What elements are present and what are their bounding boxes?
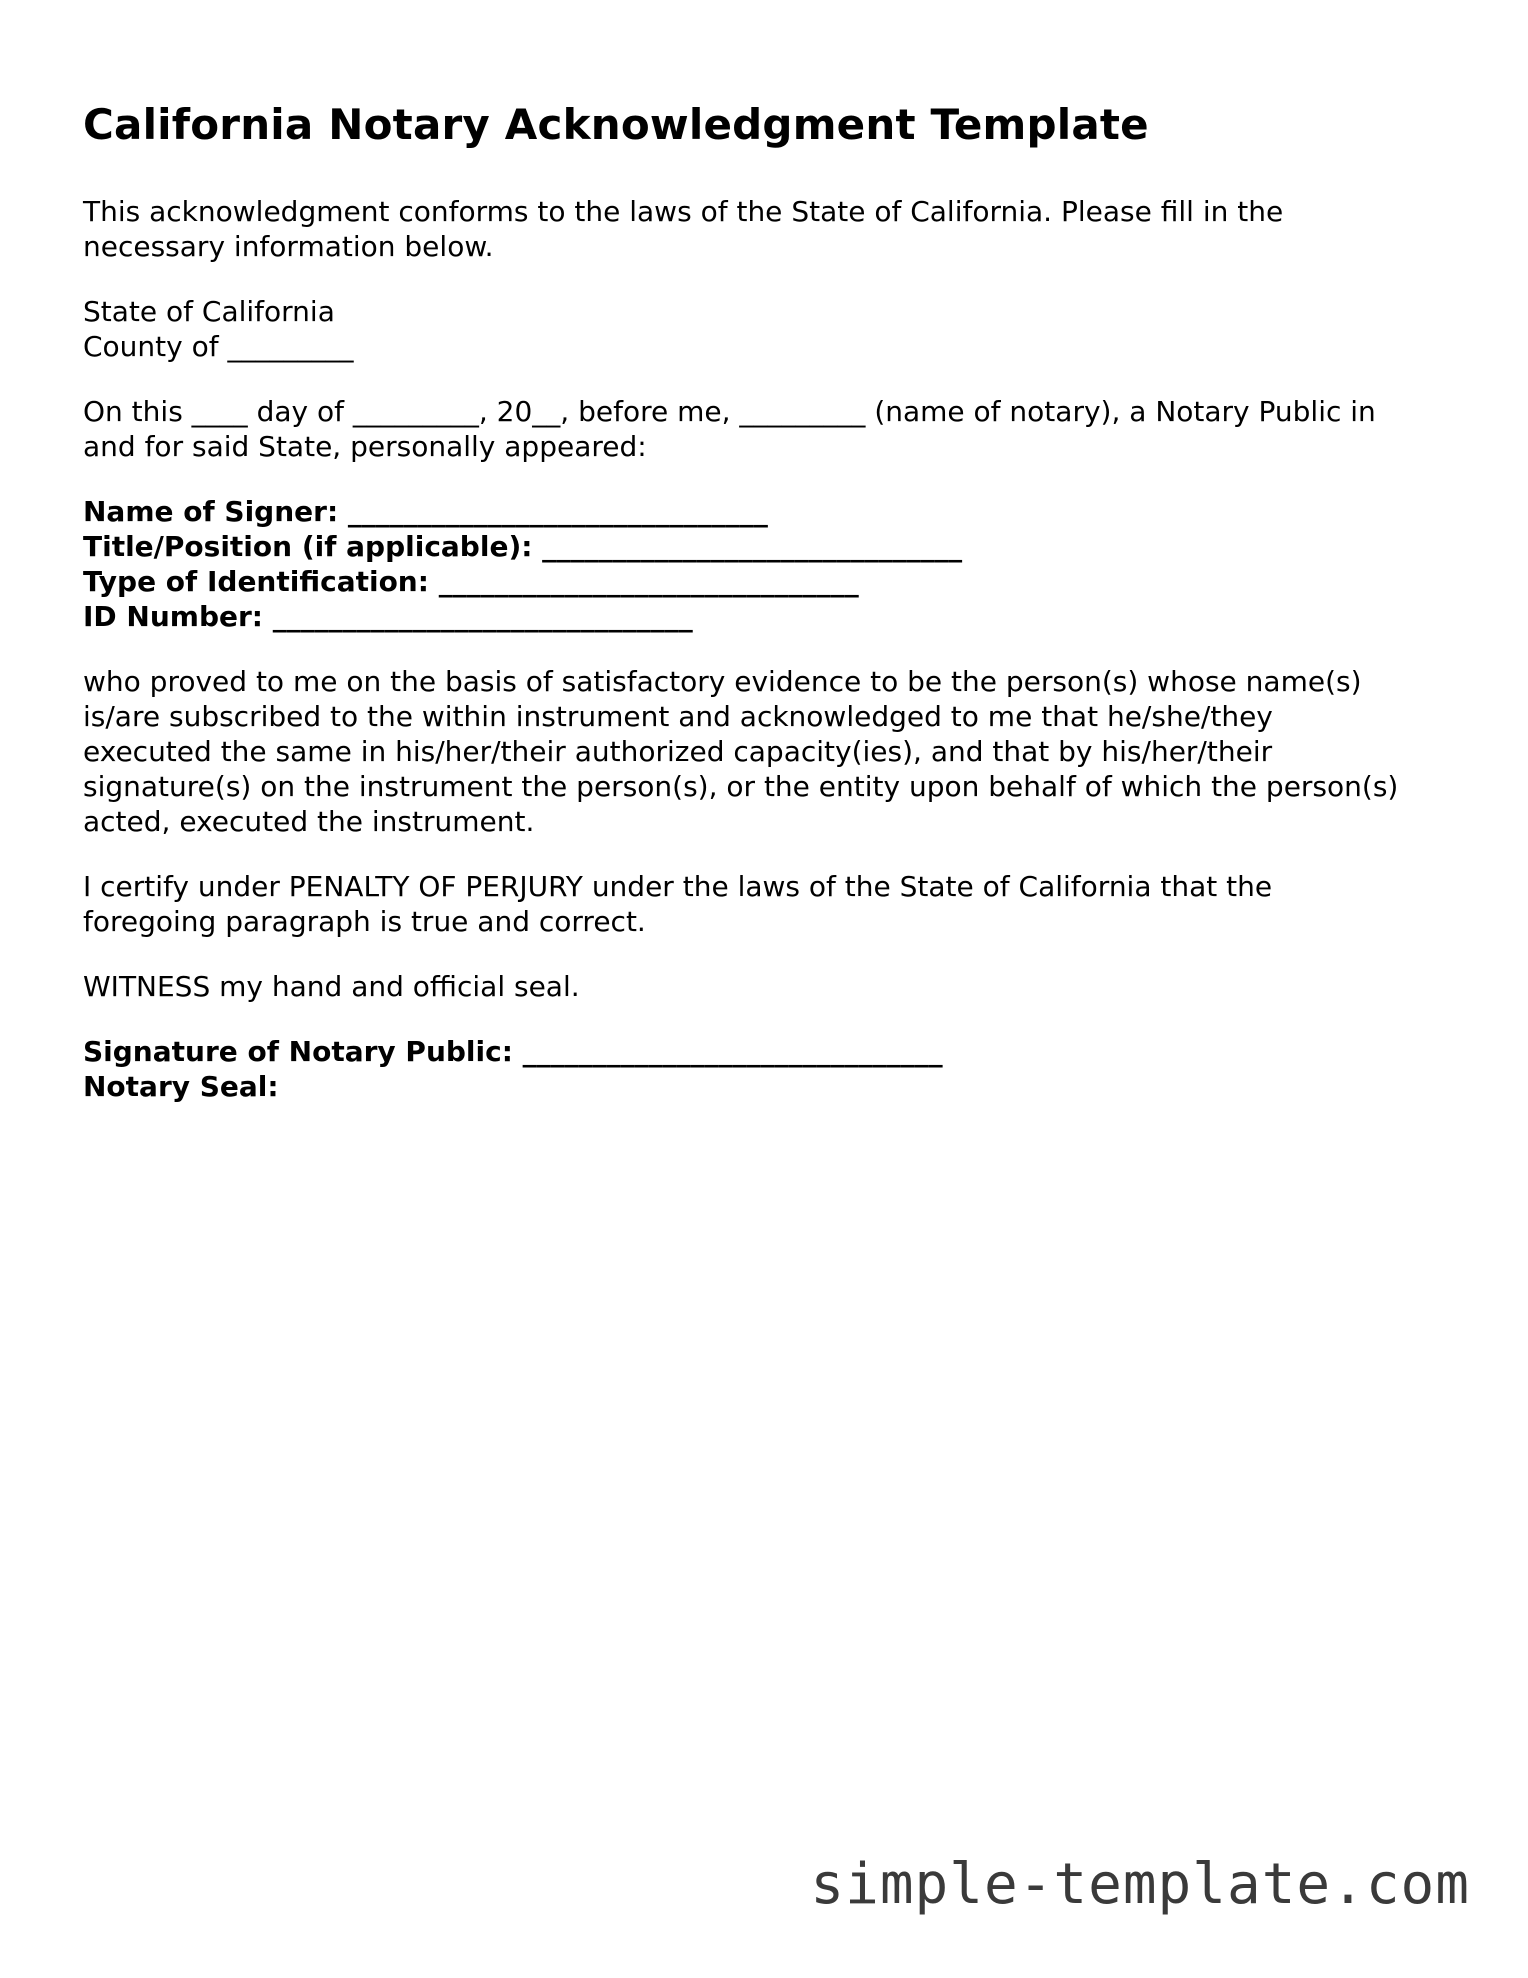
witness-line: WITNESS my hand and official seal. (83, 970, 580, 1004)
notary-signature-field: Signature of Notary Public: ______________________________ (83, 1035, 943, 1069)
document-page (83, 100, 1403, 1134)
intro-paragraph: This acknowledgment conforms to the laws of the State of California. Please fill in the necessary information below. (83, 195, 1284, 264)
venue-state: State of California (83, 295, 335, 329)
venue-block (83, 294, 1403, 364)
certification-paragraph: I certify under PENALTY OF PERJURY under the laws of the State of California that the foregoing paragraph is true and correct. (83, 870, 1273, 939)
signer-fields (83, 494, 1403, 634)
notary-seal-field: Notary Seal: (83, 1070, 279, 1104)
document-title: California Notary Acknowledgment Template (83, 100, 1149, 149)
site-watermark: simple-template.com (810, 1852, 1470, 1917)
signer-title-field: Title/Position (if applicable): ______________________________ (83, 530, 963, 564)
notary-fields (83, 1034, 1403, 1104)
signer-name-field: Name of Signer: ______________________________ (83, 495, 768, 529)
proof-paragraph: who proved to me on the basis of satisfactory evidence to be the person(s) whose name(s) is/are subscribed to the within instrument and acknowledged to me that he/she/they executed the same in his/her/their authorized capacity(ies), and that by his/her/their signature(s) on the instrument the person(s), or the entity upon behalf of which the person(s) acted, executed the instrument. (83, 665, 1399, 839)
id-number-field: ID Number: ______________________________ (83, 600, 693, 634)
venue-county: County of _________ (83, 330, 354, 364)
appearance-paragraph: On this ____ day of _________, 20__, before me, _________ (name of notary), a Notary Public in and for said State, personally appeared: (83, 395, 1376, 464)
identification-type-field: Type of Identification: ______________________________ (83, 565, 859, 599)
